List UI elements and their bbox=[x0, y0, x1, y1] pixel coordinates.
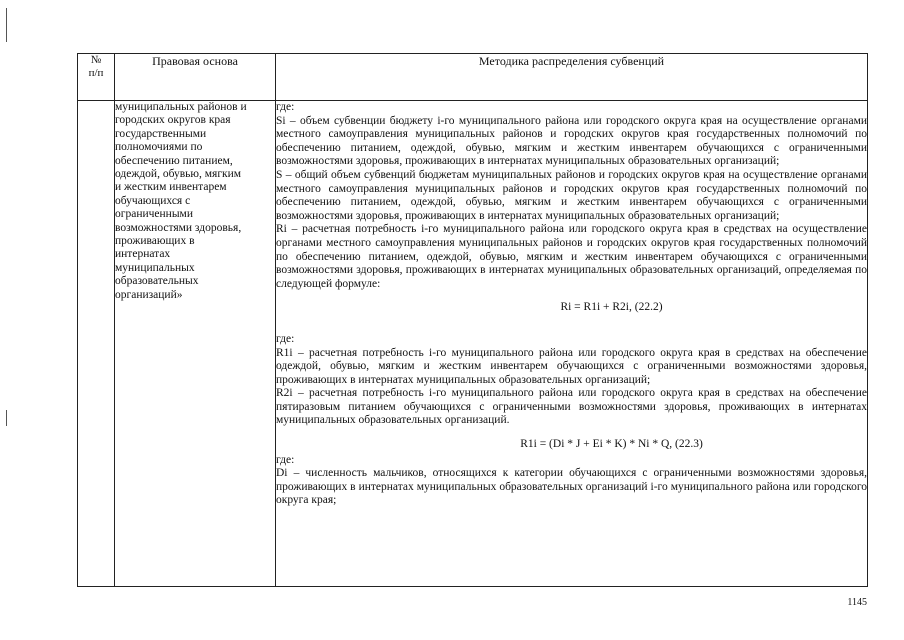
basis-line: муниципальных районов и bbox=[115, 101, 247, 113]
definition-di: Di – численность мальчиков, относящихся к категории обучающихся с ограниченными возможностями здоровья, проживающих в интернатах муниципальных образовательных организаций i-го муниципального района или городского округа края; bbox=[276, 467, 867, 507]
definition-si: Si – объем субвенции бюджету i-го муниципального района или городского округа края на осуществление органами местного самоуправления муниципальных районов и городских округов края государственных полномочий по обеспечению питанием, одеждой, обувью, мягким и жестким инвентарем обучающихся с ограниченными возможностями здоровья, проживающих в интернатах муниципальных образовательных организаций; bbox=[276, 114, 867, 168]
definition-ri: Ri – расчетная потребность i-го муниципального района или городского округа края в средствах на осуществление органами местного самоуправления муниципальных районов и городских округов края государственных полномочий по обеспечению питанием, одеждой, обувью, мягким и жестким инвентарем обучающихся с ограниченными возможностями здоровья, проживающих в интернатах муниципальных образовательных организаций, определяемая по следующей формуле: bbox=[276, 223, 867, 290]
header-number-label: № п/п bbox=[88, 54, 104, 79]
basis-line: проживающих в bbox=[115, 235, 195, 248]
subsidy-methodology-table bbox=[77, 53, 868, 587]
basis-line: возможностями здоровья, bbox=[115, 221, 242, 234]
basis-line: организаций» bbox=[115, 288, 183, 301]
header-legal-basis bbox=[115, 54, 276, 101]
basis-line: обеспечению питанием, bbox=[115, 154, 233, 167]
table-row bbox=[78, 101, 868, 587]
page-number: 1145 bbox=[847, 597, 867, 608]
definition-r2i: R2i – расчетная потребность i-го муниципального района или городского округа края в средствах на обеспечение пятиразовым питанием обучающихся с ограниченными возможностями здоровья, проживающих в интернатах муниципальных образовательных организаций. bbox=[276, 387, 867, 427]
basis-line: обучающихся с bbox=[115, 194, 191, 207]
header-legal-basis-label: Правовая основа bbox=[152, 54, 238, 68]
basis-line: полномочиями по bbox=[115, 141, 203, 154]
basis-line: интернатах bbox=[115, 248, 171, 261]
basis-line: городских округов края bbox=[115, 114, 231, 127]
basis-line: образовательных bbox=[115, 275, 199, 288]
header-number bbox=[78, 54, 115, 101]
scan-edge-mark-bottom bbox=[6, 410, 7, 426]
basis-line: государственными bbox=[115, 127, 207, 140]
cell-number bbox=[78, 101, 115, 587]
cell-distribution-method bbox=[276, 101, 868, 587]
definition-r1i: R1i – расчетная потребность i-го муниципального района или городского округа края в средствах на обеспечение одеждой, обувью, мягким и жестким инвентарем обучающихся с ограниченными возможностями здоровья, проживающих в интернатах муниципальных образовательных организаций; bbox=[276, 346, 867, 386]
scan-edge-mark-top bbox=[6, 8, 7, 42]
header-distribution-method-label: Методика распределения субвенций bbox=[478, 54, 665, 68]
definition-s: S – общий объем субвенций бюджетам муниципальных районов и городских округов края на осуществление органами местного самоуправления муниципальных районов и городских округов края государственных полномочий по обеспечению питанием, одеждой, обувью, мягким и жестким инвентарем обучающихся с ограниченными возможностями здоровья, проживающих в интернатах муниципальных образовательных организаций; bbox=[276, 168, 867, 222]
header-distribution-method bbox=[276, 54, 868, 101]
where-label: где: bbox=[276, 101, 295, 113]
cell-legal-basis bbox=[115, 101, 276, 587]
basis-line: муниципальных bbox=[115, 261, 195, 274]
formula-22-3: R1i = (Di * J + Ei * K) * Ni * Q, (22.3) bbox=[520, 438, 703, 451]
formula-22-2: Ri = R1i + R2i, (22.2) bbox=[560, 301, 663, 314]
table-header-row bbox=[78, 54, 868, 101]
where-label: где: bbox=[276, 453, 295, 466]
basis-line: одеждой, обувью, мягким bbox=[115, 168, 242, 181]
where-label: где: bbox=[276, 332, 295, 345]
basis-line: и жестким инвентарем bbox=[115, 181, 227, 194]
basis-line: ограниченными bbox=[115, 208, 193, 221]
